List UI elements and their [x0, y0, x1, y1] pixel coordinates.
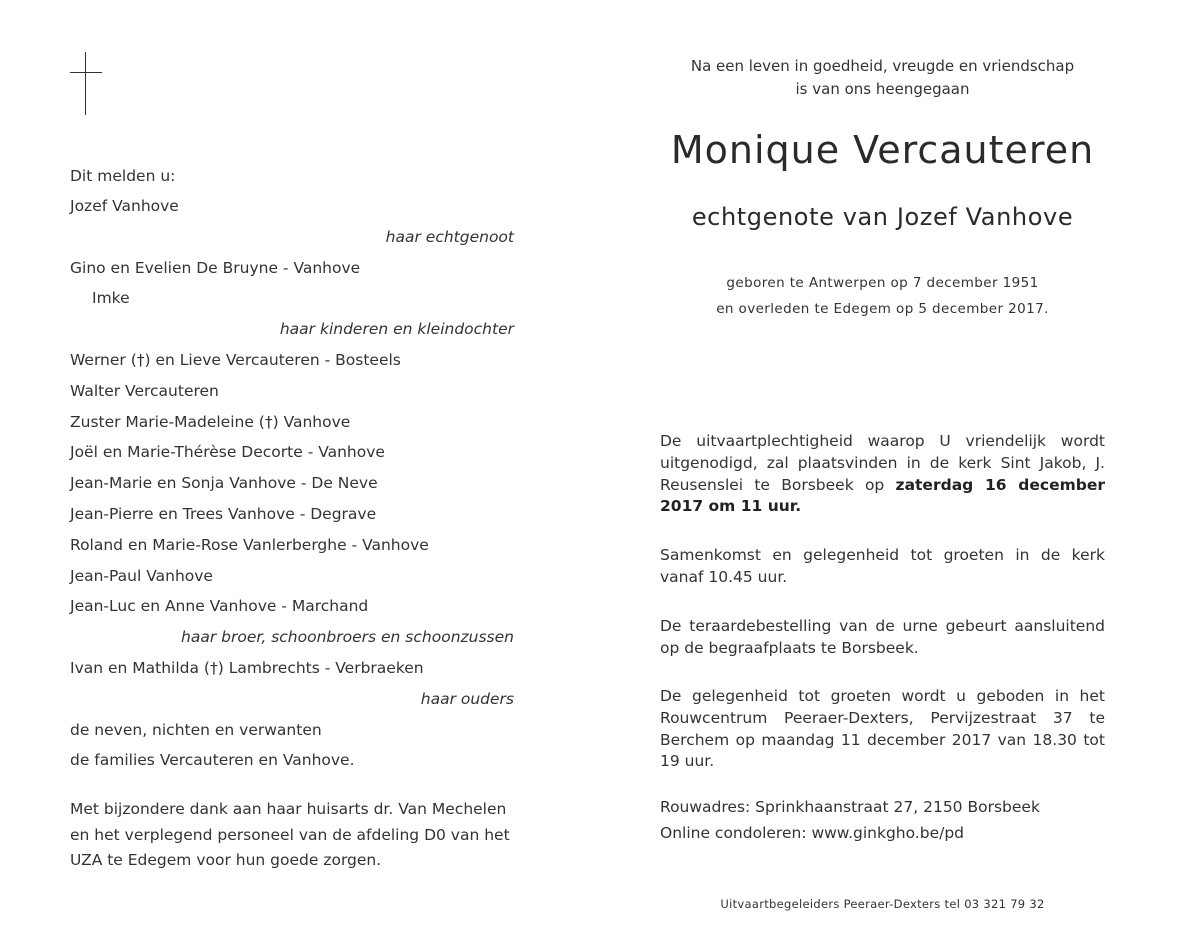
- family-member: de neven, nichten en verwanten: [70, 720, 322, 739]
- birth-line: geboren te Antwerpen op 7 december 1951: [726, 275, 1039, 291]
- address-line: Rouwadres: Sprinkhaanstraat 27, 2150 Borsbeek: [660, 798, 1040, 816]
- funeral-director-footer: Uitvaartbegeleiders Peeraer-Dexters tel 03 321 79 32: [720, 897, 1045, 911]
- family-member: Zuster Marie-Madeleine (†) Vanhove: [70, 412, 351, 431]
- family-member: Jean-Marie en Sonja Vanhove - De Neve: [70, 474, 378, 493]
- death-line: en overleden te Edegem op 5 december 2017.: [716, 301, 1049, 317]
- thanks-line: UZA te Edegem voor hun goede zorgen.: [70, 851, 382, 869]
- ceremony-text: De uitvaartplechtigheid waarop U vriendelijk wordt uitgenodigd, zal plaatsvinden in de kerk Sint Jakob, J. Reusenslei te Borsbeek op: [660, 432, 1105, 494]
- gathering-paragraph: Samenkomst en gelegenheid tot groeten in de kerk vanaf 10.45 uur.: [660, 546, 1105, 586]
- relation-label: haar broer, schoonbroers en schoonzussen: [181, 628, 514, 647]
- family-member: Jean-Paul Vanhove: [70, 566, 213, 585]
- online-condolence-line: Online condoleren: www.ginkgho.be/pd: [660, 823, 965, 842]
- contact-block: [660, 795, 1105, 846]
- thanks-block: [70, 797, 514, 874]
- spouse-line: echtgenote van Jozef Vanhove: [691, 203, 1074, 231]
- burial-paragraph: De teraardebestelling van de urne gebeurt aansluitend op de begraafplaats te Borsbeek.: [660, 617, 1105, 657]
- family-member: de families Vercauteren en Vanhove.: [70, 751, 355, 770]
- relation-label: haar kinderen en kleindochter: [279, 320, 514, 339]
- family-member: Jean-Luc en Anne Vanhove - Marchand: [70, 597, 369, 616]
- intro-line: is van ons heengegaan: [795, 80, 970, 98]
- life-dates: [646, 270, 1119, 322]
- family-member: Jozef Vanhove: [70, 197, 179, 215]
- family-heading: Dit melden u:: [70, 167, 176, 185]
- deceased-name: Monique Vercauteren: [670, 128, 1095, 172]
- family-member: Walter Vercauteren: [70, 381, 219, 400]
- visitation-paragraph: De gelegenheid tot groeten wordt u geboden in het Rouwcentrum Peeraer-Dexters, Pervijzestraat 37 te Berchem op maandag 11 december 2017 van 18.30 tot 19 uur.: [660, 687, 1105, 771]
- cross-icon: [70, 52, 102, 115]
- family-member: Roland en Marie-Rose Vanlerberghe - Vanhove: [70, 535, 429, 554]
- family-member: Joël en Marie-Thérèse Decorte - Vanhove: [70, 443, 385, 462]
- ceremony-date: zaterdag 16 december 2017 om 11 uur.: [660, 475, 1105, 516]
- family-member: Gino en Evelien De Bruyne - Vanhove: [70, 258, 361, 277]
- relation-label: haar echtgenoot: [385, 227, 514, 246]
- family-member: Ivan en Mathilda (†) Lambrechts - Verbraeken: [70, 659, 424, 677]
- ceremony-paragraph: [660, 431, 1105, 518]
- family-member: Werner (†) en Lieve Vercauteren - Bosteels: [70, 351, 401, 369]
- family-member: Jean-Pierre en Trees Vanhove - Degrave: [70, 505, 377, 523]
- intro-text: [646, 55, 1119, 101]
- intro-line: Na een leven in goedheid, vreugde en vriendschap: [690, 57, 1075, 75]
- relation-label: haar ouders: [420, 689, 514, 708]
- thanks-line: en het verplegend personeel van de afdeling D0 van het: [70, 825, 510, 844]
- thanks-line: Met bijzondere dank aan haar huisarts dr. Van Mechelen: [70, 800, 507, 818]
- family-member: Imke: [92, 289, 130, 308]
